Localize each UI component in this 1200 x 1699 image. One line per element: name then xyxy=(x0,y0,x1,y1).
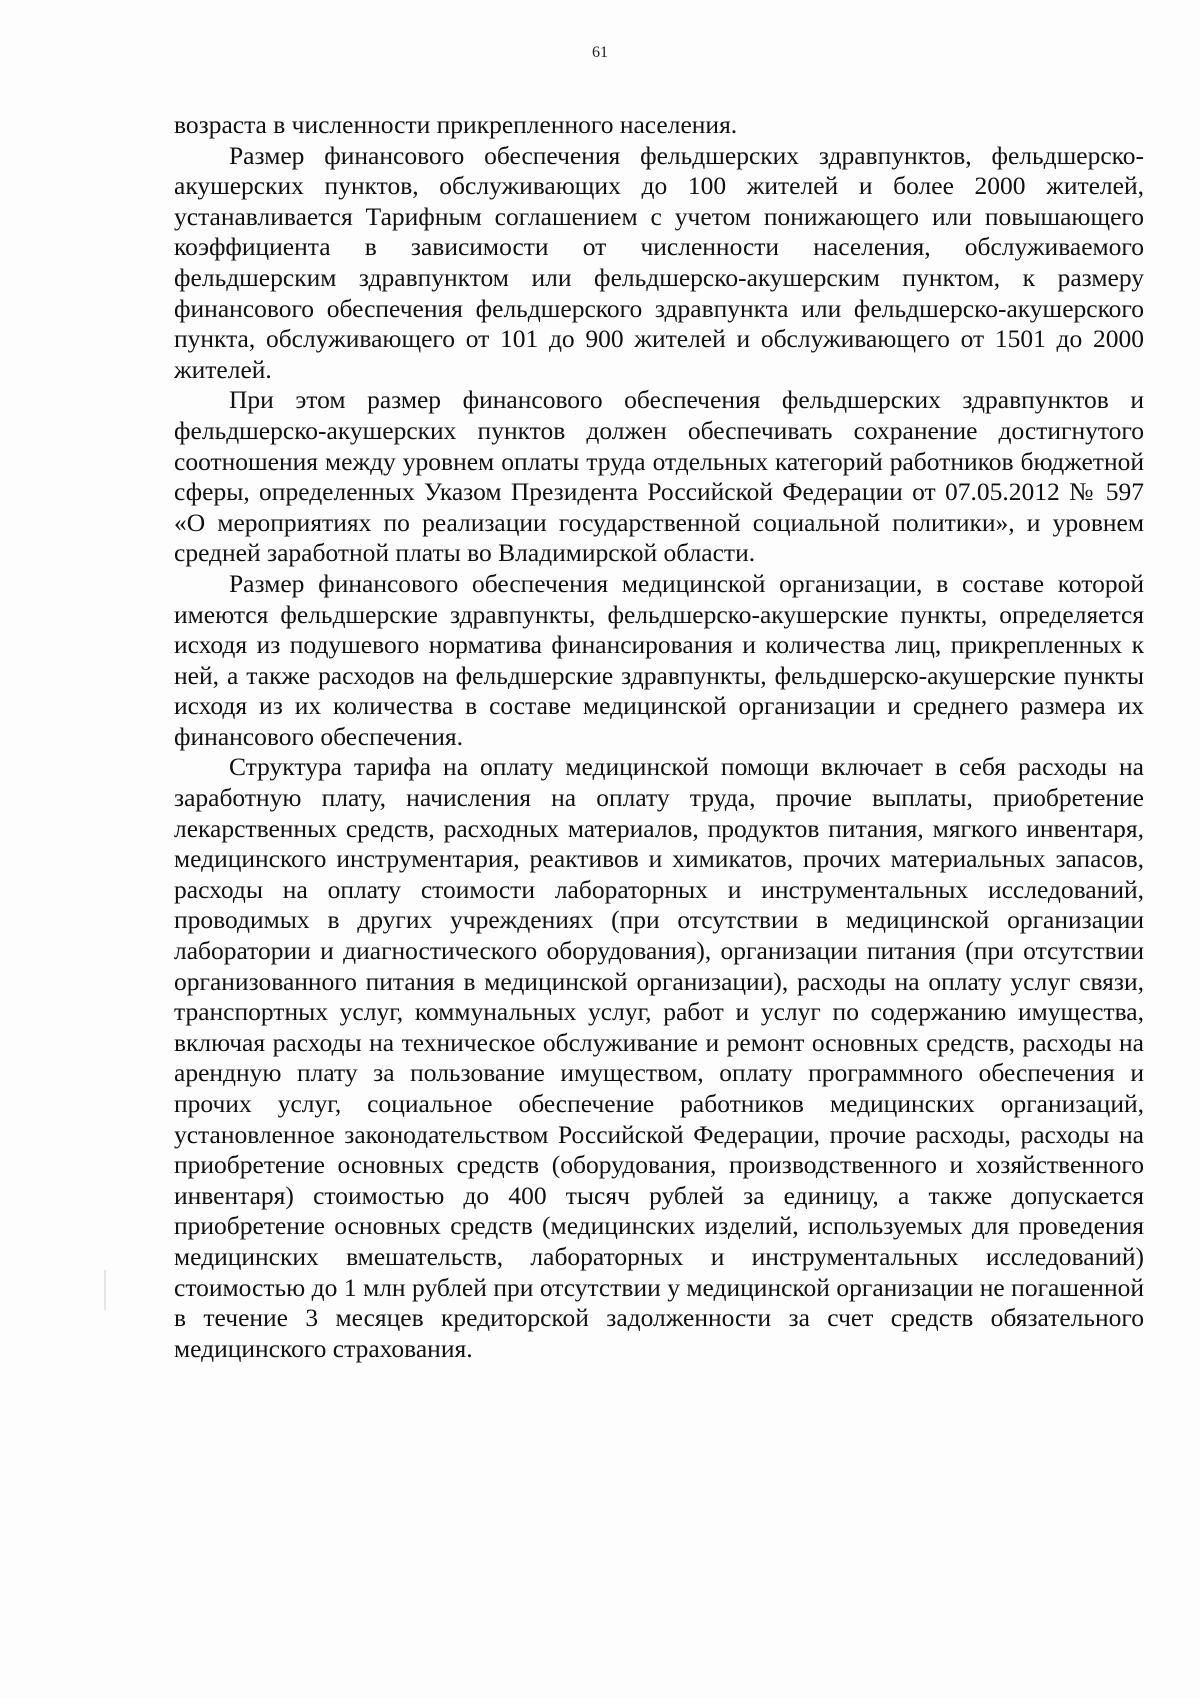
paragraph-salary-ratio: При этом размер финансового обеспечения фельдшерских здравпунктов и фельдшерско-акушерских пунктов должен обеспечивать сохранение достигнутого соотношения между уровнем оплаты труда отдельных категорий работников бюджетной сферы, определенных Указом Президента Российской Федерации от 07.05.2012 № 597 «О мероприятиях по реализации государственной социальной политики», и уровнем средней заработной платы во Владимирской области. xyxy=(174,385,1144,568)
document-body xyxy=(174,110,1144,1364)
page-number: 61 xyxy=(592,44,608,61)
paragraph-continuation: возраста в численности прикрепленного населения. xyxy=(174,110,738,139)
paragraph-organization-funding: Размер финансового обеспечения медицинской организации, в составе которой имеются фельдшерские здравпункты, фельдшерско-акушерские пункты, определяется исходя из подушевого норматива финансирования и количества лиц, прикрепленных к ней, а также расходов на фельдшерские здравпункты, фельдшерско-акушерские пункты исходя из их количества в составе медицинской организации и среднего размера их финансового обеспечения. xyxy=(174,568,1144,751)
scan-artifact xyxy=(104,1270,106,1310)
paragraph-feldsher-funding: Размер финансового обеспечения фельдшерских здравпунктов, фельдшерско-акушерских пунктов, обслуживающих до 100 жителей и более 2000 жителей, устанавливается Тарифным соглашением с учетом понижающего или повышающего коэффициента в зависимости от численности населения, обслуживаемого фельдшерским здравпунктом или фельдшерско-акушерским пунктом, к размеру финансового обеспечения фельдшерского здравпункта или фельдшерско-акушерского пункта, обслуживающего от 101 до 900 жителей и обслуживающего от 1501 до 2000 жителей. xyxy=(174,140,1144,384)
paragraph-tariff-structure: Структура тарифа на оплату медицинской помощи включает в себя расходы на заработную плату, начисления на оплату труда, прочие выплаты, приобретение лекарственных средств, расходных материалов, продуктов питания, мягкого инвентаря, медицинского инструментария, реактивов и химикатов, прочих материальных запасов, расходы на оплату стоимости лабораторных и инструментальных исследований, проводимых в других учреждениях (при отсутствии в медицинской организации лаборатории и диагностического оборудования), организации питания (при отсутствии организованного питания в медицинской организации), расходы на оплату услуг связи, транспортных услуг, коммунальных услуг, работ и услуг по содержанию имущества, включая расходы на техническое обслуживание и ремонт основных средств, расходы на арендную плату за пользование имуществом, оплату программного обеспечения и прочих услуг, социальное обеспечение работников медицинских организаций, установленное законодательством Российской Федерации, прочие расходы, расходы на приобретение основных средств (оборудования, производственного и хозяйственного инвентаря) стоимостью до 400 тысяч рублей за единицу, а также допускается приобретение основных средств (медицинских изделий, используемых для проведения медицинских вмешательств, лабораторных и инструментальных исследований) стоимостью до 1 млн рублей при отсутствии у медицинской организации не погашенной в течение 3 месяцев кредиторской задолженности за счет средств обязательного медицинского страхования. xyxy=(174,752,1144,1363)
